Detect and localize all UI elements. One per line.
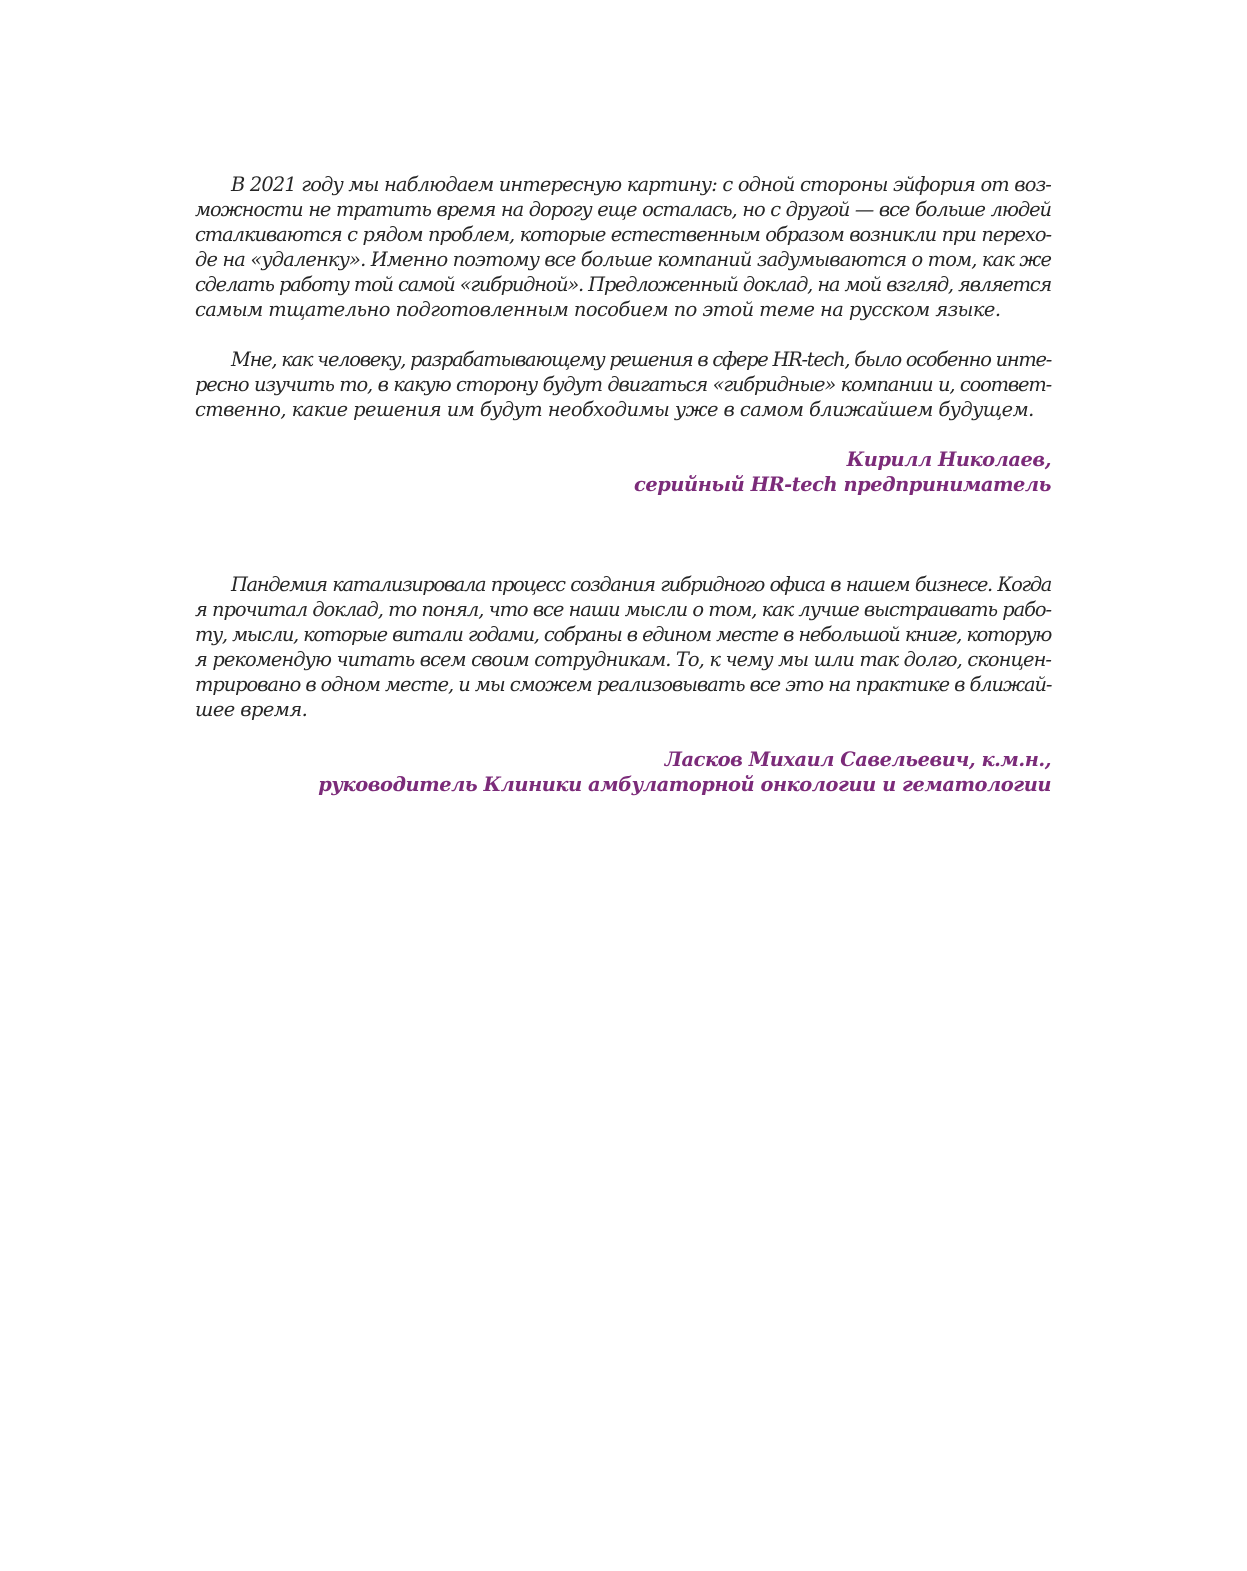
text-line: В 2021 году мы наблюдаем интересную картину: с одной стороны эйфория от воз-: [231, 173, 1051, 196]
text-line: Мне, как человеку, разрабатывающему решения в сфере HR-tech, было особенно инте-: [231, 348, 1051, 371]
testimonial-1-paragraph-2: [195, 347, 1051, 422]
testimonial-2-paragraph-1: [195, 572, 1051, 722]
text-line: де на «удаленку». Именно поэтому все больше компаний задумываются о том, как же: [195, 248, 1052, 271]
text-line: я прочитал доклад, то понял, что все наши мысли о том, как лучше выстраивать рабо-: [195, 598, 1051, 621]
text-line: я рекомендую читать всем своим сотрудникам. То, к чему мы шли так долго, сконцен-: [195, 648, 1051, 671]
testimonial-2-signature: [318, 747, 1051, 797]
text-line: сталкиваются с рядом проблем, которые естественным образом возникли при перехо-: [195, 223, 1051, 246]
text-line: Пандемия катализировала процесс создания гибридного офиса в нашем бизнесе. Когда: [231, 573, 1051, 596]
text-line: шее время.: [195, 698, 308, 721]
text-line: самым тщательно подготовленным пособием по этой теме на русском языке.: [195, 298, 1001, 321]
author-name: Кирилл Николаев,: [846, 448, 1051, 471]
text-line: можности не тратить время на дорогу еще осталась, но с другой — все больше людей: [195, 198, 1051, 221]
text-line: трировано в одном месте, и мы сможем реализовывать все это на практике в ближай-: [195, 673, 1052, 696]
testimonial-1-signature: [634, 447, 1051, 497]
text-line: ту, мысли, которые витали годами, собраны в едином месте в небольшой книге, которую: [195, 623, 1051, 646]
paragraph: [195, 572, 1051, 722]
paragraph: [195, 172, 1051, 322]
author-role: руководитель Клиники амбулаторной онкологии и гематологии: [318, 773, 1051, 796]
text-line: сделать работу той самой «гибридной». Предложенный доклад, на мой взгляд, является: [195, 273, 1051, 296]
author-name: Ласков Михаил Савельевич, к.м.н.,: [664, 748, 1051, 771]
text-line: ственно, какие решения им будут необходимы уже в самом ближайшем будущем.: [195, 398, 1034, 421]
text-line: ресно изучить то, в какую сторону будут двигаться «гибридные» компании и, соответ-: [195, 373, 1051, 396]
paragraph: [195, 347, 1051, 422]
testimonial-1-paragraph-1: [195, 172, 1051, 322]
author-role: серийный HR-tech предприниматель: [634, 473, 1051, 496]
